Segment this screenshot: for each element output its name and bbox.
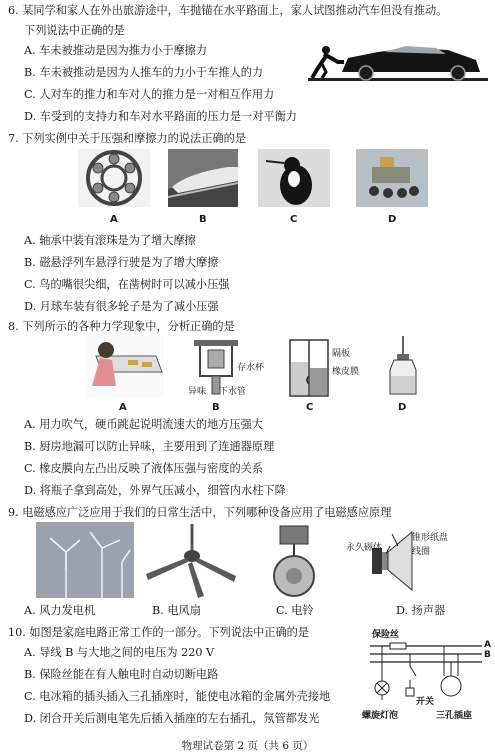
q8-stem: 8. 下列所示的各种力学现象中，分析正确的是 bbox=[8, 320, 235, 333]
q9-option-a: A. 风力发电机 bbox=[24, 604, 96, 617]
q10-option-a: A. 导线 B 与大地之间的电压为 220 V bbox=[24, 646, 215, 659]
q6-push-car-image bbox=[308, 36, 488, 84]
q7-option-a: A. 轴承中装有滚珠是为了增大摩擦 bbox=[24, 234, 196, 247]
q7-option-c: C. 鸟的嘴很尖细，在凿树时可以减小压强 bbox=[24, 278, 230, 291]
q7-option-d: D. 月球车装有很多轮子是为了减小压强 bbox=[24, 300, 219, 313]
q8-label-water-storage: 存水杯 bbox=[237, 363, 265, 373]
q10-label-fuse: 保险丝 bbox=[372, 630, 400, 640]
page-footer: 物理试卷第 2 页（共 6 页） bbox=[181, 740, 314, 752]
q7-stem: 7. 下列实例中关于压强和摩擦力的说法正确的是 bbox=[8, 132, 246, 145]
q10-label-switch: 开关 bbox=[416, 697, 435, 707]
q8-label-odor: 异味 bbox=[188, 387, 207, 397]
q10-label-b: B bbox=[484, 650, 491, 660]
q9-label-cone: 锥形纸盘 bbox=[412, 533, 449, 543]
q9-option-b: B. 电风扇 bbox=[152, 604, 201, 617]
q10-label-a: A bbox=[484, 640, 491, 650]
q7-lunar-rover-image bbox=[356, 149, 428, 207]
q9-stem: 9. 电磁感应广泛应用于我们的日常生活中，下列哪种设备应用了电磁感应原理 bbox=[8, 506, 392, 519]
q6-option-c: C. 人对车的推力和车对人的推力是一对相互作用力 bbox=[24, 88, 275, 101]
q8-caption-c: C bbox=[306, 402, 314, 413]
q9-option-d: D. 扬声器 bbox=[396, 604, 446, 617]
q7-bearing-image bbox=[78, 149, 150, 207]
q6-option-a: A. 车未被推动是因为推力小于摩擦力 bbox=[24, 44, 208, 57]
q8-option-a: A. 用力吹气，硬币跳起说明流速大的地方压强大 bbox=[24, 418, 263, 431]
q10-option-b: B. 保险丝能在有人触电时自动切断电路 bbox=[24, 668, 219, 681]
q7-caption-d: D bbox=[388, 214, 397, 225]
q9-electric-bell-image bbox=[266, 522, 322, 598]
q7-caption-b: B bbox=[199, 214, 207, 225]
q10-option-d: D. 闭合开关后测电笔先后插入插座的左右插孔，氖管都发光 bbox=[24, 712, 320, 725]
q9-label-coil: 线圈 bbox=[412, 547, 431, 557]
q7-option-b: B. 磁悬浮列车悬浮行驶是为了增大摩擦 bbox=[24, 256, 219, 269]
q6-option-d: D. 车受到的支持力和车对水平路面的压力是一对平衡力 bbox=[24, 110, 297, 123]
q6-stem-line2: 下列说法中正确的是 bbox=[24, 24, 125, 37]
q9-electric-fan-image bbox=[142, 524, 240, 598]
q9-label-magnet: 永久磁体 bbox=[346, 543, 383, 553]
q8-pressure-container-image bbox=[288, 338, 330, 398]
q9-wind-turbine-image bbox=[36, 522, 134, 598]
q8-caption-b: B bbox=[212, 402, 220, 413]
q8-label-partition: 隔板 bbox=[332, 349, 351, 359]
q6-option-b: B. 车未被推动是因为人推车的力小于车推人的力 bbox=[24, 66, 264, 79]
q10-label-socket: 三孔插座 bbox=[436, 711, 473, 721]
q9-speaker-diagram-image bbox=[336, 526, 420, 596]
q7-caption-c: C bbox=[290, 214, 298, 225]
q7-maglev-train-image bbox=[168, 149, 238, 207]
q9-option-c: C. 电铃 bbox=[276, 604, 314, 617]
q8-option-b: B. 厨房地漏可以防止异味，主要用到了连通器原理 bbox=[24, 440, 275, 453]
q8-blow-coin-image bbox=[86, 336, 164, 398]
q8-option-d: D. 将瓶子拿到高处，外界气压减小，细管内水柱下降 bbox=[24, 484, 286, 497]
q7-woodpecker-image bbox=[258, 149, 330, 207]
q6-stem-line1: 6. 某同学和家人在外出旅游途中，车抛锚在水平路面上，家人试图推动汽车但没有推动。 bbox=[8, 4, 448, 17]
q10-option-c: C. 电冰箱的插头插入三孔插座时，能使电冰箱的金属外壳接地 bbox=[24, 690, 331, 703]
q7-caption-a: A bbox=[110, 214, 118, 225]
q8-bottle-tube-image bbox=[386, 334, 420, 398]
q8-caption-a: A bbox=[119, 402, 127, 413]
q8-caption-d: D bbox=[398, 402, 407, 413]
q10-label-bulb: 螺旋灯泡 bbox=[362, 711, 399, 721]
q8-label-rubber-membrane: 橡皮膜 bbox=[332, 367, 360, 377]
q8-option-c: C. 橡皮膜向左凸出反映了液体压强与密度的关系 bbox=[24, 462, 264, 475]
q8-label-drain-pipe: 下水管 bbox=[219, 387, 247, 397]
q10-stem: 10. 如图是家庭电路正常工作的一部分。下列说法中正确的是 bbox=[8, 626, 310, 639]
